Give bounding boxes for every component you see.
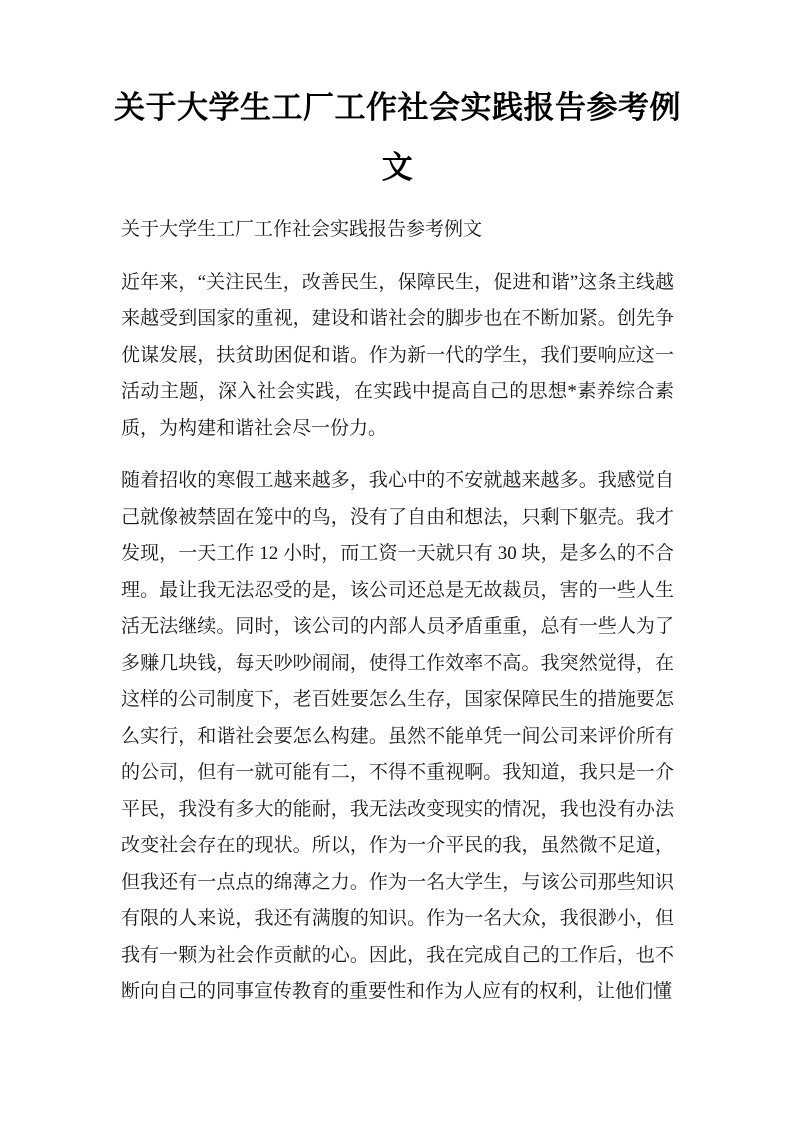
document-title-line-2: 文 <box>381 150 414 185</box>
document-subtitle: 关于大学生工厂工作社会实践报告参考例文 <box>121 219 483 240</box>
document-title <box>109 78 686 198</box>
paragraph-body: 随着招收的寒假工越来越多，我心中的不安就越来越多。我感觉自己就像被禁固在笼中的鸟，没有了自由和想法，只剩下躯壳。我才发现，一天工作 12 小时，而工资一天就只有 30 块，是多么的不合理。最让我无法忍受的是，该公司还总是无故裁员，害的一些人生活无法继续。同时，该公司的内部人员矛盾重重，总有一些人为了多赚几块钱，每天吵吵闹闹，使得工作效率不高。我突然觉得，在这样的公司制度下，老百姓要怎么生存，国家保障民生的措施要怎么实行，和谐社会要怎么构建。虽然不能单凭一间公司来评价所有的公司，但有一就可能有二，不得不重视啊。我知道，我只是一介平民，我没有多大的能耐，我无法改变现实的情况，我也没有办法改变社会存在的现状。所以，作为一介平民的我，虽然微不足道，但我还有一点点的绵薄之力。作为一名大学生，与该公司那些知识有限的人来说，我还有满腹的知识。作为一名大众，我很渺小，但我有一颗为社会作贡献的心。因此，我在完成自己的工作后，也不断向自己的同事宣传教育的重要性和作为人应有的权利，让他们懂 <box>121 470 674 1002</box>
paragraph-intro: 近年来，“关注民生，改善民生，保障民生，促进和谐”这条主线越来越受到国家的重视，建设和谐社会的脚步也在不断加紧。创先争优谋发展，扶贫助困促和谐。作为新一代的学生，我们要响应这一活动主题，深入社会实践，在实践中提高自己的思想*素养综合素质，为构建和谐社会尽一份力。 <box>121 271 674 439</box>
document-title-line-1: 关于大学生工厂工作社会实践报告参考例 <box>114 90 681 125</box>
